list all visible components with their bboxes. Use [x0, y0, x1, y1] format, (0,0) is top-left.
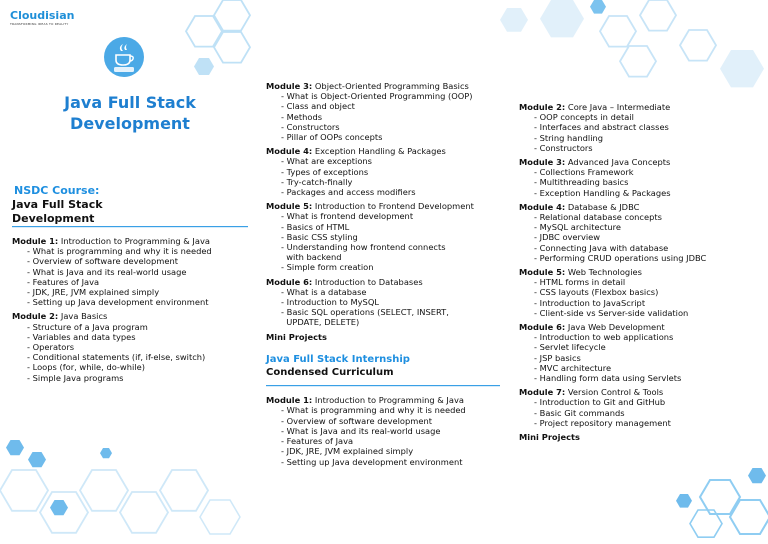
list-item: - CSS layouts (Flexbox basics): [534, 287, 659, 298]
list-item: - Basic SQL operations (SELECT, INSERT,: [281, 307, 449, 318]
module-block: Module 4: Database & JDBC - Relational database concepts - MySQL architecture - JDBC overview - Connecting Java with database - Performing CRUD operations using JDBC: [519, 202, 764, 263]
list-item: - Constructors: [534, 142, 593, 153]
list-item: - Simple Java programs: [27, 372, 124, 383]
list-item: - Connecting Java with database: [534, 242, 669, 253]
list-item: - Introduction to web applications: [534, 332, 674, 343]
column-1: [12, 236, 252, 383]
list-item: with backend: [281, 252, 342, 263]
list-item: - Class and object: [281, 101, 355, 112]
list-item: - Basics of HTML: [281, 221, 350, 232]
list-item: - Operators: [27, 342, 75, 353]
list-item: - JDK, JRE, JVM explained simply: [27, 287, 160, 298]
list-item: - Exception Handling & Packages: [534, 187, 671, 198]
list-item: - Conditional statements (if, if-else, switch): [27, 352, 206, 363]
list-item: - What is frontend development: [281, 211, 414, 222]
list-item: - Introduction to MySQL: [281, 297, 379, 308]
list-item: - Loops (for, while, do-while): [27, 362, 145, 373]
module-block: Module 5: Introduction to Frontend Development - What is frontend development - Basics of HTML - Basic CSS styling - Understanding how frontend connects with backend - Simple form creation: [266, 201, 506, 272]
list-item: - Packages and access modifiers: [281, 187, 416, 198]
list-item: UPDATE, DELETE): [281, 317, 360, 328]
list-item: - Introduction to JavaScript: [534, 297, 646, 308]
list-item: - Introduction to Git and GitHub: [534, 397, 666, 408]
list-item: - What is programming and why it is needed: [27, 246, 212, 257]
list-item: - Handling form data using Servlets: [534, 373, 682, 384]
list-item: - MVC architecture: [534, 362, 612, 373]
module-block: Module 2: Core Java – Intermediate - OOP concepts in detail - Interfaces and abstract classes - String handling - Constructors: [519, 102, 764, 153]
brand-name: Cloudisian: [10, 9, 75, 22]
column-2: [266, 81, 506, 467]
list-item: - Setting up Java development environment: [281, 456, 463, 467]
mini-projects-label: Mini Projects: [519, 432, 580, 443]
list-item: - Multithreading basics: [534, 177, 629, 188]
internship-title: Java Full Stack Internship: [266, 353, 410, 365]
list-item: - Interfaces and abstract classes: [534, 122, 669, 133]
list-item: - What is Java and its real-world usage: [281, 425, 441, 436]
list-item: - Collections Framework: [534, 167, 634, 178]
module-block: Module 6: Introduction to Databases - What is a database - Introduction to MySQL - Basic SQL operations (SELECT, INSERT, UPDATE, DELETE): [266, 277, 506, 328]
list-item: - What are exceptions: [281, 156, 372, 167]
list-item: - JDBC overview: [534, 232, 601, 243]
list-item: - Understanding how frontend connects: [281, 242, 446, 253]
list-item: - Structure of a Java program: [27, 321, 148, 332]
list-item: - HTML forms in detail: [534, 277, 626, 288]
list-item: - Project repository management: [534, 417, 671, 428]
java-badge: [104, 37, 144, 77]
list-item: - Overview of software development: [27, 256, 178, 267]
list-item: - JDK, JRE, JVM explained simply: [281, 446, 414, 457]
module-block: Module 1: Introduction to Programming & Java - What is programming and why it is needed - Overview of software development - What is Java and its real-world usage - Features of Java - JDK, JRE, JVM explained simply - Setting up Java development environment: [12, 236, 252, 307]
list-item: - What is a database: [281, 286, 367, 297]
list-item: - What is programming and why it is needed: [281, 405, 466, 416]
list-item: - Setting up Java development environment: [27, 297, 209, 308]
list-item: - Features of Java: [281, 436, 354, 447]
list-item: - Simple form creation: [281, 262, 374, 273]
list-item: - Basic Git commands: [534, 407, 625, 418]
module-block: Module 5: Web Technologies - HTML forms in detail - CSS layouts (Flexbox basics) - Introduction to JavaScript - Client-side vs Server-side validation: [519, 267, 764, 318]
list-item: - Variables and data types: [27, 331, 136, 342]
list-item: - What is Java and its real-world usage: [27, 266, 187, 277]
list-item: - JSP basics: [534, 352, 581, 363]
nsdc-course-label: NSDC Course:: [14, 184, 100, 197]
java-logo-icon: [104, 37, 144, 77]
list-item: - Features of Java: [27, 276, 100, 287]
list-item: - Methods: [281, 111, 323, 122]
brand-tagline: TRANSFORMING IDEAS TO REALITY: [10, 22, 69, 26]
internship-subtitle: Condensed Curriculum: [266, 367, 394, 379]
list-item: - MySQL architecture: [534, 222, 621, 233]
module-block: Module 1: Introduction to Programming & Java - What is programming and why it is needed - Overview of software development - What is Java and its real-world usage - Features of Java - JDK, JRE, JVM explained simply - Setting up Java development environment: [266, 395, 506, 466]
module-block: Module 2: Java Basics - Structure of a Java program - Variables and data types - Operators - Conditional statements (if, if-else, switch) - Loops (for, while, do-while) - Simple Java programs: [12, 311, 252, 382]
list-item: - Relational database concepts: [534, 212, 662, 223]
list-item: - Overview of software development: [281, 415, 432, 426]
column-3: [519, 102, 764, 442]
list-item: - What is Object-Oriented Programming (OOP): [281, 91, 473, 102]
brand-logo: [10, 10, 74, 26]
list-item: - Servlet lifecycle: [534, 342, 606, 353]
module-block: Module 3: Advanced Java Concepts - Collections Framework - Multithreading basics - Exception Handling & Packages: [519, 157, 764, 198]
list-item: - Basic CSS styling: [281, 231, 358, 242]
list-item: - Client-side vs Server-side validation: [534, 307, 689, 318]
mini-projects-label: Mini Projects: [266, 331, 327, 342]
module-block: Module 7: Version Control & Tools - Introduction to Git and GitHub - Basic Git commands - Project repository management: [519, 387, 764, 428]
page-title: Java Full Stack Development: [64, 93, 196, 133]
list-item: - Try-catch-finally: [281, 176, 353, 187]
list-item: - String handling: [534, 132, 604, 143]
course-name: Java Full Stack Development: [12, 198, 103, 225]
list-item: - Constructors: [281, 121, 340, 132]
list-item: - OOP concepts in detail: [534, 112, 634, 123]
module-block: Module 6: Java Web Development - Introduction to web applications - Servlet lifecycle - JSP basics - MVC architecture - Handling form data using Servlets: [519, 322, 764, 383]
list-item: - Performing CRUD operations using JDBC: [534, 252, 707, 263]
list-item: - Pillar of OOPs concepts: [281, 132, 383, 143]
list-item: - Types of exceptions: [281, 166, 369, 177]
module-block: Module 4: Exception Handling & Packages - What are exceptions - Types of exceptions - Try-catch-finally - Packages and access modifiers: [266, 146, 506, 197]
module-block: Module 3: Object-Oriented Programming Basics - What is Object-Oriented Programming (OOP) - Class and object - Methods - Constructors - Pillar of OOPs concepts: [266, 81, 506, 142]
